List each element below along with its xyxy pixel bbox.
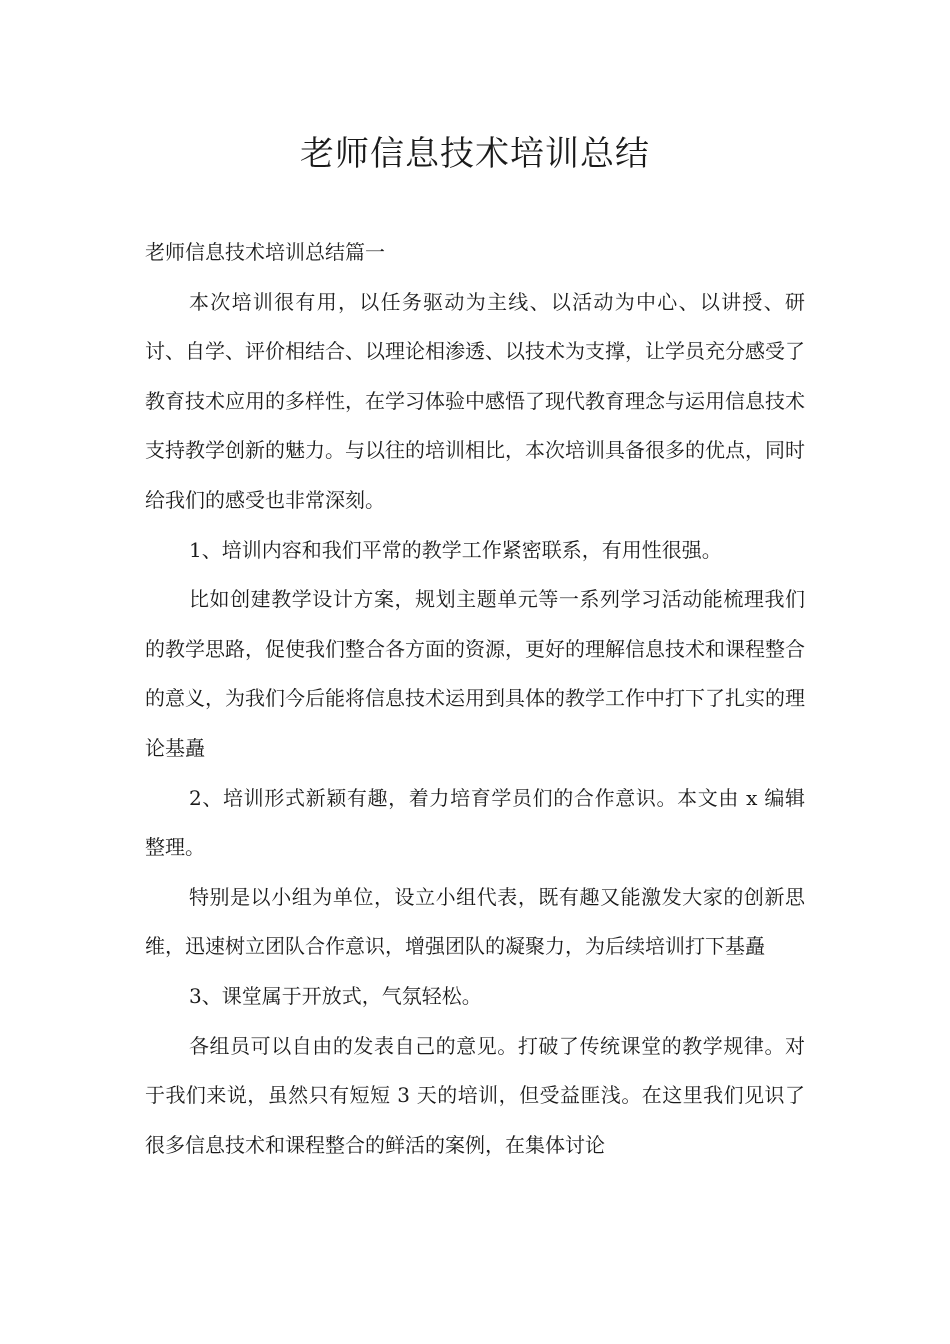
section-heading: 老师信息技术培训总结篇一 [145, 240, 385, 264]
paragraph-point-1-detail: 比如创建教学设计方案，规划主题单元等一系列学习活动能梳理我们的教学思路，促使我们整合各方面的资源，更好的理解信息技术和课程整合的意义，为我们今后能将信息技术运用到具体的教学工作中打下了扎实的理论基矗 [145, 587, 805, 760]
document-body [145, 228, 805, 1170]
paragraph-intro: 本次培训很有用，以任务驱动为主线、以活动为中心、以讲授、研讨、自学、评价相结合、以理论相渗透、以技术为支撑，让学员充分感受了教育技术应用的多样性，在学习体验中感悟了现代教育理念与运用信息技术支持教学创新的魅力。与以往的培训相比，本次培训具备很多的优点，同时给我们的感受也非常深刻。 [145, 289, 805, 512]
paragraph-point-3: 3、课堂属于开放式，气氛轻松。 [189, 983, 482, 1008]
paragraph-point-3-detail: 各组员可以自由的发表自己的意见。打破了传统课堂的教学规律。对于我们来说，虽然只有短短 3 天的培训，但受益匪浅。在这里我们见识了很多信息技术和课程整合的鲜活的案例，在集体讨论 [145, 1033, 805, 1157]
paragraph-point-2: 2、培训形式新颖有趣，着力培育学员们的合作意识。本文由 x 编辑整理。 [145, 785, 805, 860]
page-title: 老师信息技术培训总结 [300, 134, 650, 174]
paragraph-point-1: 1、培训内容和我们平常的教学工作紧密联系，有用性很强。 [189, 537, 722, 562]
paragraph-point-2-detail: 特别是以小组为单位，设立小组代表，既有趣又能激发大家的创新思维，迅速树立团队合作意识，增强团队的凝聚力，为后续培训打下基矗 [145, 884, 805, 959]
